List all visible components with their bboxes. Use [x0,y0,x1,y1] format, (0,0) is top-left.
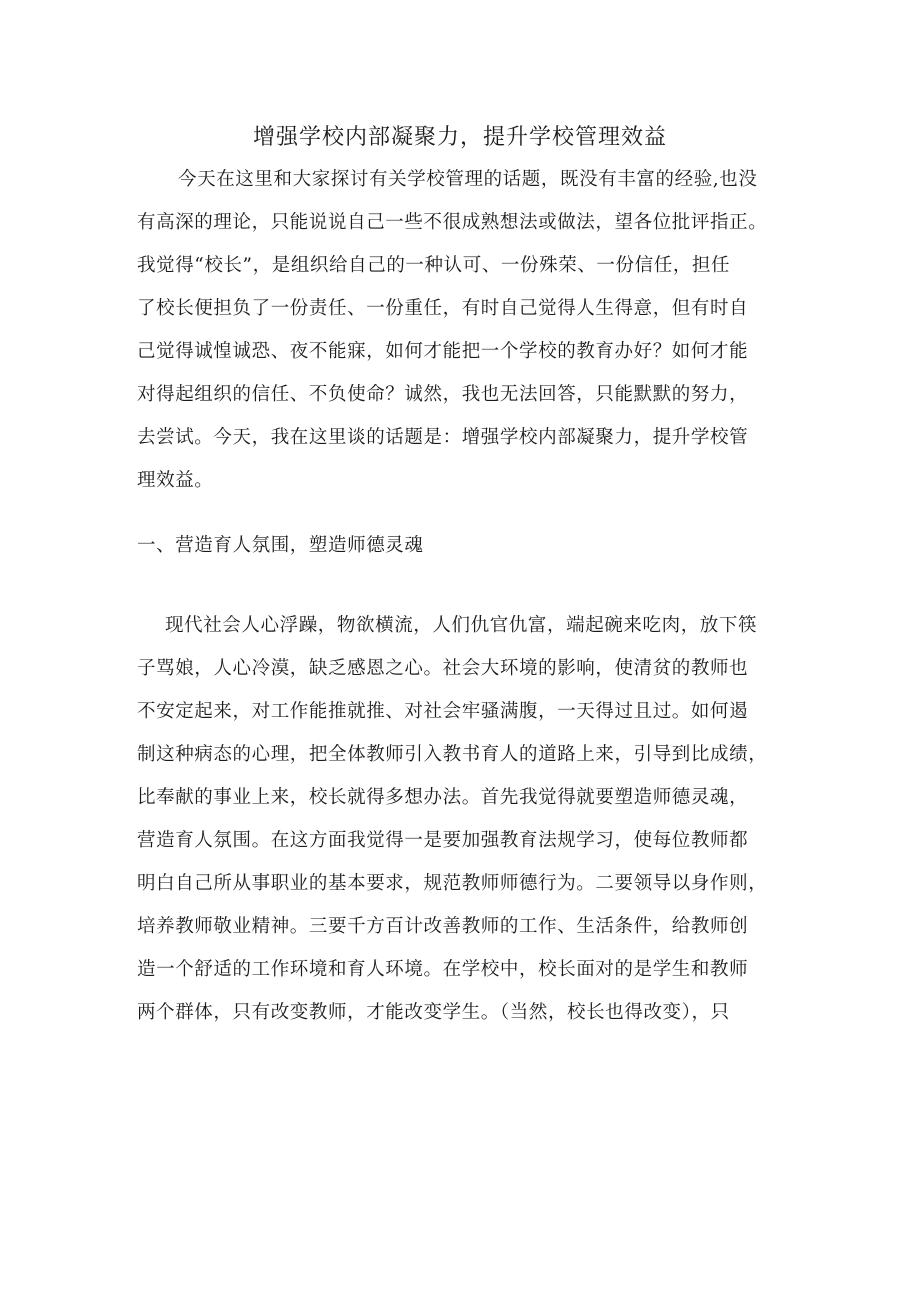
text-line: 两个群体，只有改变教师，才能改变学生。（当然，校长也得改变），只 [137,1002,730,1023]
text-line: 我觉得“校长”，是组织给自己的一种认可、一份殊荣、一份信任，担任 [137,255,731,276]
text-line: 去尝试。今天，我在这里谈的话题是：增强学校内部凝聚力，提升学校管 [137,427,749,448]
section-heading: 一、营造育人氛围，塑造师德灵魂 [137,535,424,556]
text-line: 培养教师敬业精神。三要千方百计改善教师的工作、生活条件，给教师创 [137,916,749,937]
text-line: 营造育人氛围。在这方面我觉得一是要加强教育法规学习，使每位教师都 [137,830,749,851]
text-line: 造一个舒适的工作环境和育人环境。在学校中，校长面对的是学生和教师 [137,959,749,980]
text-line: 制这种病态的心理，把全体教师引入教书育人的道路上来，引导到比成绩， [137,744,768,765]
text-line: 不安定起来，对工作能推就推、对社会牢骚满腹，一天得过且过。如何遏 [137,701,749,722]
text-line: 己觉得诚惶诚恐、夜不能寐，如何才能把一个学校的教育办好？如何才能 [137,341,749,362]
text-line: 有高深的理论，只能说说自己一些不很成熟想法或做法，望各位批评指正。 [137,212,768,233]
text-line: 子骂娘，人心冷漠，缺乏感恩之心。社会大环境的影响，使清贫的教师也 [137,658,749,679]
text-line: 比奉献的事业上来，校长就得多想办法。首先我觉得就要塑造师德灵魂， [137,787,749,808]
text-line: 理效益。 [137,470,214,491]
text-line: 今天在这里和大家探讨有关学校管理的话题，既没有丰富的经验,也没 [178,169,758,190]
text-line: 对得起组织的信任、不负使命？诚然，我也无法回答，只能默默的努力， [137,384,749,405]
text-line: 了校长便担负了一份责任、一份重任，有时自己觉得人生得意，但有时自 [137,298,749,319]
text-line: 现代社会人心浮躁，物欲横流，人们仇官仇富，端起碗来吃肉，放下筷 [165,615,758,636]
text-line: 明白自己所从事职业的基本要求，规范教师师德行为。二要领导以身作则， [137,873,768,894]
document-title: 增强学校内部凝聚力，提升学校管理效益 [252,125,667,150]
